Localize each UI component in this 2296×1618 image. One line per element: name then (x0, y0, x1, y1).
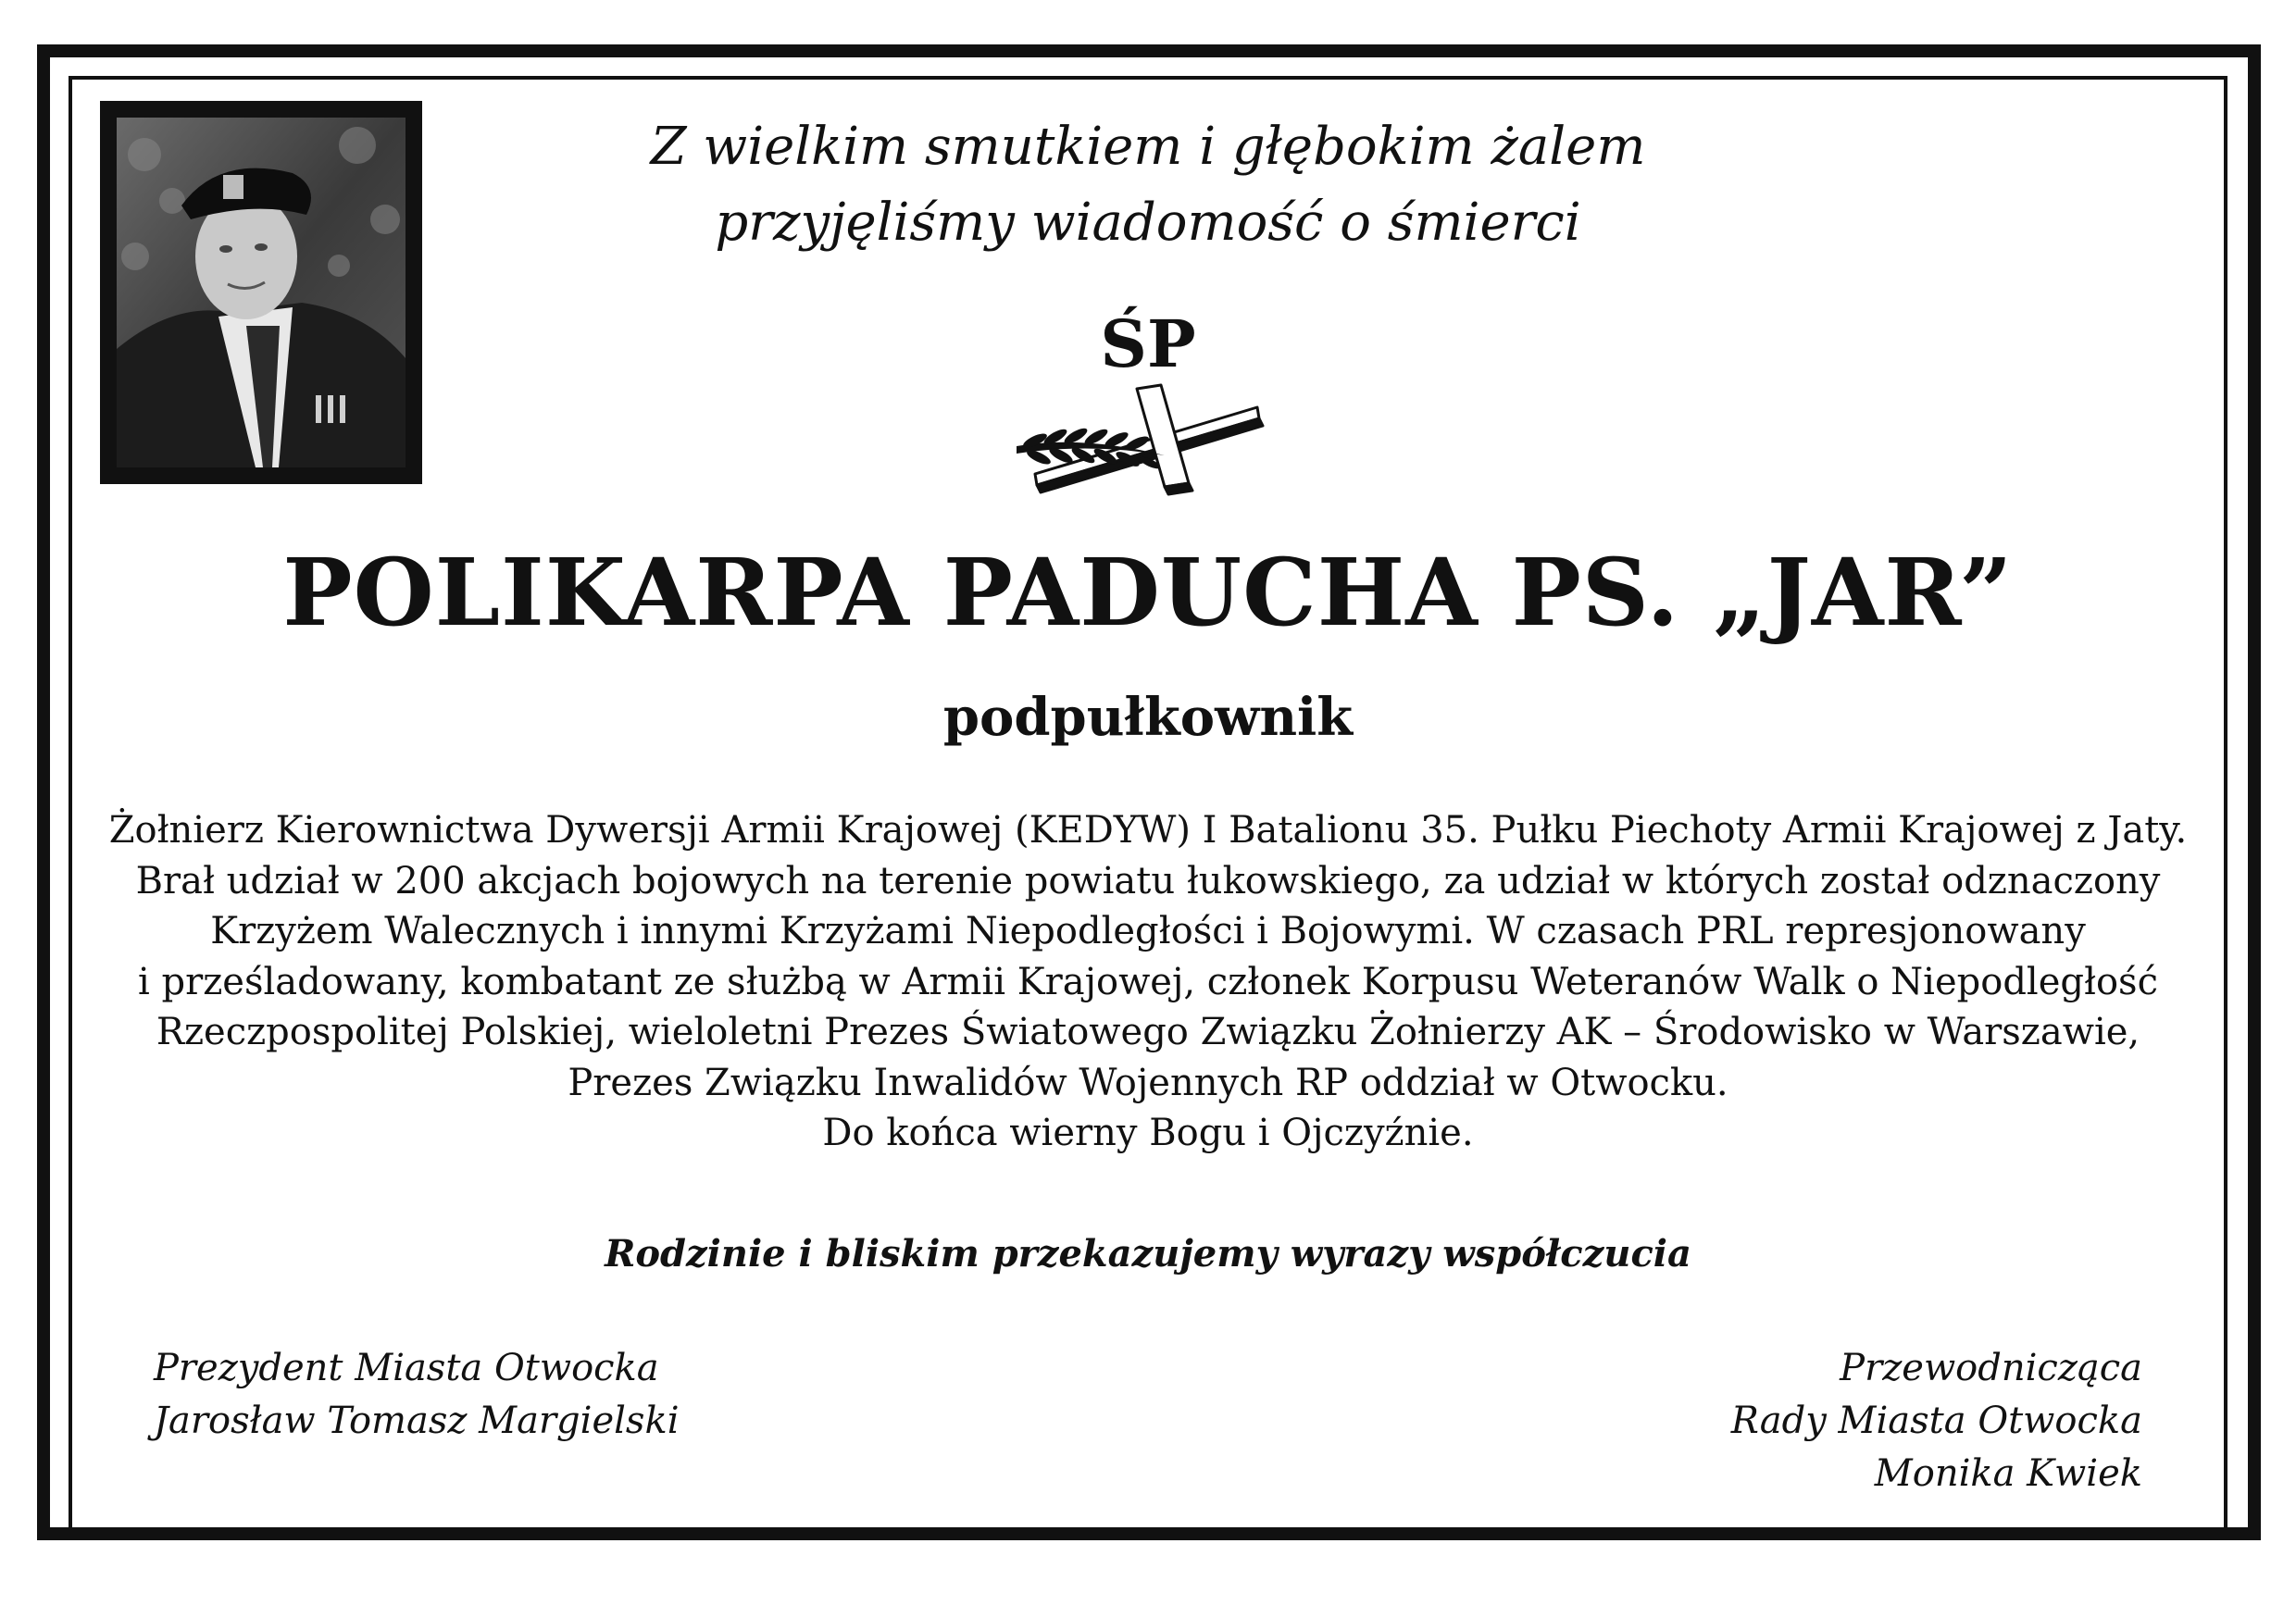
bio-line: Do końca wierny Bogu i Ojczyźnie. (822, 1112, 1474, 1154)
signature-right-title: Przewodnicząca (1840, 1347, 2142, 1389)
signature-right-body: Rady Miasta Otwocka (1730, 1400, 2142, 1442)
bio-line: Rzeczpospolitej Polskiej, wieloletni Prezes Światowego Związku Żołnierzy AK – Środowisko w Warszawie, (156, 1011, 2140, 1053)
deceased-name: POLIKARPA PADUCHA PS. „JAR” (282, 538, 2014, 647)
bio-line: Brał udział w 200 akcjach bojowych na terenie powiatu łukowskiego, za udział w których został odznaczony (135, 859, 2161, 902)
intro-line-2: przyjęliśmy wiadomość o śmierci (715, 193, 1581, 253)
bio-line: Żołnierz Kierownictwa Dywersji Armii Krajowej (KEDYW) I Batalionu 35. Pułku Piechoty Armii Krajowej z Jaty. (108, 809, 2188, 852)
cross-with-palm-branch-icon (1007, 370, 1285, 500)
deceased-rank: podpułkownik (942, 687, 1354, 748)
sp-abbreviation: ŚP (1100, 305, 1196, 382)
condolence-message: Rodzinie i bliskim przekazujemy wyrazy współczucia (605, 1232, 1691, 1276)
bio-line: i prześladowany, kombatant ze służbą w Armii Krajowej, członek Korpusu Weteranów Walk o Niepodległość (138, 960, 2158, 1003)
signature-left-title: Prezydent Miasta Otwocka (154, 1347, 659, 1389)
signature-left-name: Jarosław Tomasz Margielski (154, 1400, 680, 1442)
biography (93, 805, 2203, 1159)
bio-line: Prezes Związku Inwalidów Wojennych RP oddział w Otwocku. (568, 1061, 1728, 1104)
signature-right (1402, 1342, 2142, 1500)
signature-right-name: Monika Kwiek (1874, 1452, 2142, 1495)
intro-line-1: Z wielkim smutkiem i głębokim żalem (650, 117, 1646, 177)
portrait-photo (100, 101, 422, 484)
signature-left (154, 1342, 894, 1448)
intro-text (574, 109, 1722, 261)
portrait-image (117, 118, 406, 467)
bio-line: Krzyżem Walecznych i innymi Krzyżami Niepodległości i Bojowymi. W czasach PRL represjonowany (210, 910, 2086, 952)
